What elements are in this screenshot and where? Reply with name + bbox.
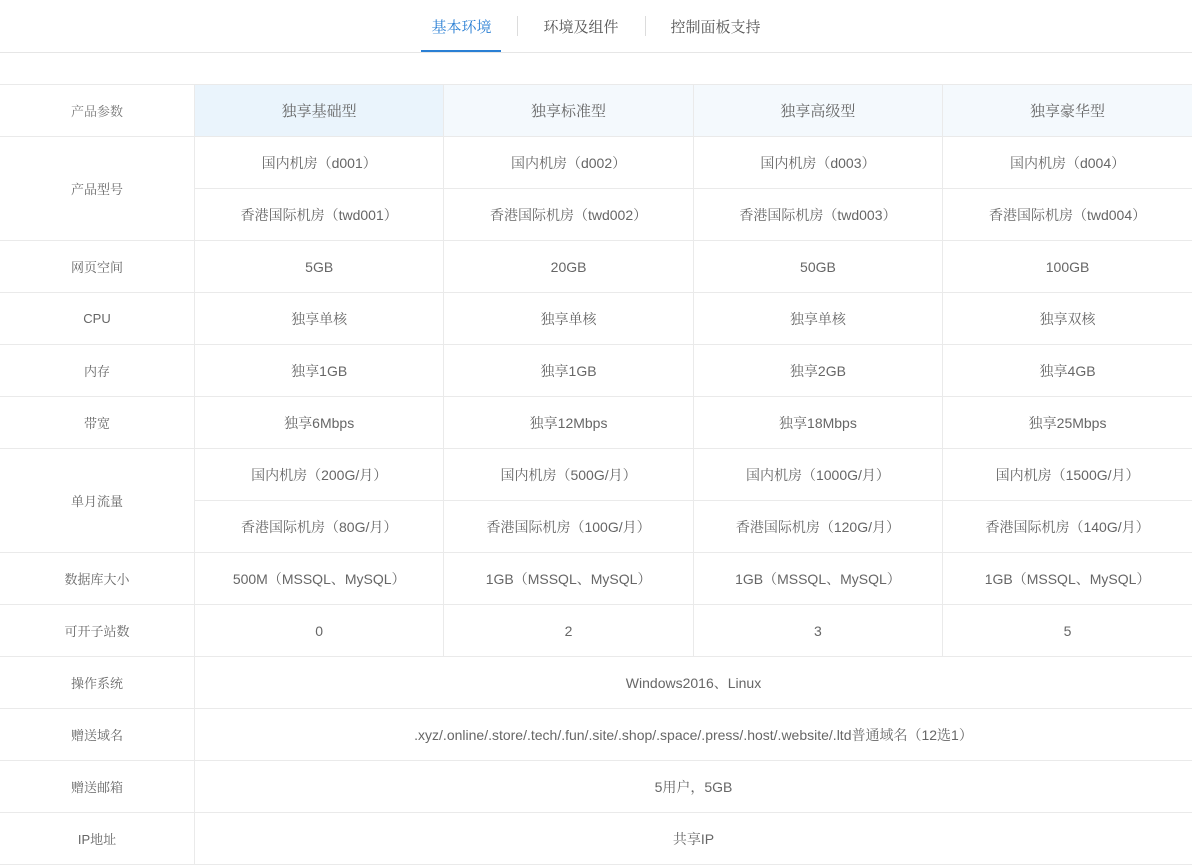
cell-value: 独享单核 (693, 293, 942, 345)
tab-list (405, 0, 786, 52)
spec-table (0, 84, 1192, 865)
table-row-label: 可开子站数 (0, 605, 195, 657)
cell-value: 5GB (195, 241, 444, 293)
table-row (0, 397, 1192, 449)
cell-value: 20GB (444, 241, 693, 293)
column-header-basic: 独享基础型 (195, 85, 444, 137)
cell-value: 国内机房（d004） (943, 137, 1192, 189)
cell-value: 香港国际机房（twd001） (195, 189, 444, 241)
tab-bar (0, 0, 1192, 53)
table-row-label: 赠送域名 (0, 709, 195, 761)
cell-value: 国内机房（1000G/月） (693, 449, 942, 501)
column-header-advanced: 独享高级型 (693, 85, 942, 137)
cell-value-merged: 共享IP (195, 813, 1192, 865)
cell-value: 独享1GB (195, 345, 444, 397)
cell-value: 独享双核 (943, 293, 1192, 345)
cell-value: 独享1GB (444, 345, 693, 397)
table-row (0, 657, 1192, 709)
cell-value: 独享25Mbps (943, 397, 1192, 449)
cell-value: 50GB (693, 241, 942, 293)
cell-value: 独享4GB (943, 345, 1192, 397)
cell-value: 1GB（MSSQL、MySQL） (444, 553, 693, 605)
cell-value-merged: Windows2016、Linux (195, 657, 1192, 709)
tab-label: 环境及组件 (543, 16, 618, 37)
table-row (0, 241, 1192, 293)
cell-value: 5 (943, 605, 1192, 657)
table-row (0, 813, 1192, 865)
table-row (0, 345, 1192, 397)
cell-value: 1GB（MSSQL、MySQL） (943, 553, 1192, 605)
tab-environment-components[interactable] (517, 0, 644, 52)
tab-basic-environment[interactable] (405, 0, 517, 52)
cell-value: 国内机房（200G/月） (195, 449, 444, 501)
table-row-label: 产品参数 (0, 85, 195, 137)
spec-table-container (0, 53, 1192, 865)
table-row (0, 709, 1192, 761)
spec-table-body (0, 85, 1192, 865)
cell-value: 国内机房（d003） (693, 137, 942, 189)
cell-value: 国内机房（d002） (444, 137, 693, 189)
table-row-label: 网页空间 (0, 241, 195, 293)
cell-value: 独享2GB (693, 345, 942, 397)
table-row (0, 605, 1192, 657)
cell-value: 独享18Mbps (693, 397, 942, 449)
cell-value: 国内机房（500G/月） (444, 449, 693, 501)
cell-value: 独享12Mbps (444, 397, 693, 449)
tab-label: 控制面板支持 (671, 16, 761, 37)
table-row (0, 293, 1192, 345)
cell-value: 国内机房（d001） (195, 137, 444, 189)
table-header-row (0, 85, 1192, 137)
cell-value: 香港国际机房（twd003） (693, 189, 942, 241)
cell-value: 香港国际机房（120G/月） (693, 501, 942, 553)
column-header-deluxe: 独享豪华型 (943, 85, 1192, 137)
table-row-label: 操作系统 (0, 657, 195, 709)
cell-value: 500M（MSSQL、MySQL） (195, 553, 444, 605)
cell-value: 国内机房（1500G/月） (943, 449, 1192, 501)
cell-value: 独享单核 (195, 293, 444, 345)
table-row-label: 产品型号 (0, 137, 195, 241)
cell-value-merged: .xyz/.online/.store/.tech/.fun/.site/.shop/.space/.press/.host/.website/.ltd普通域名（12选1） (195, 709, 1192, 761)
cell-value: 2 (444, 605, 693, 657)
column-header-standard: 独享标准型 (444, 85, 693, 137)
table-row (0, 449, 1192, 501)
cell-value: 香港国际机房（twd002） (444, 189, 693, 241)
tab-label: 基本环境 (431, 16, 491, 37)
table-row-label: CPU (0, 293, 195, 345)
cell-value: 香港国际机房（twd004） (943, 189, 1192, 241)
cell-value-merged: 5用户，5GB (195, 761, 1192, 813)
cell-value: 独享6Mbps (195, 397, 444, 449)
table-row (0, 137, 1192, 189)
table-row-label: 带宽 (0, 397, 195, 449)
tab-control-panel-support[interactable] (645, 0, 787, 52)
cell-value: 100GB (943, 241, 1192, 293)
table-row-label: 内存 (0, 345, 195, 397)
table-row-label: 数据库大小 (0, 553, 195, 605)
cell-value: 香港国际机房（140G/月） (943, 501, 1192, 553)
cell-value: 香港国际机房（100G/月） (444, 501, 693, 553)
table-row-label: 单月流量 (0, 449, 195, 553)
cell-value: 0 (195, 605, 444, 657)
table-row (0, 553, 1192, 605)
cell-value: 香港国际机房（80G/月） (195, 501, 444, 553)
table-row-label: IP地址 (0, 813, 195, 865)
table-row-label-mail-link[interactable]: 赠送邮箱 (0, 761, 195, 813)
cell-value: 1GB（MSSQL、MySQL） (693, 553, 942, 605)
cell-value: 独享单核 (444, 293, 693, 345)
cell-value: 3 (693, 605, 942, 657)
table-row (0, 761, 1192, 813)
